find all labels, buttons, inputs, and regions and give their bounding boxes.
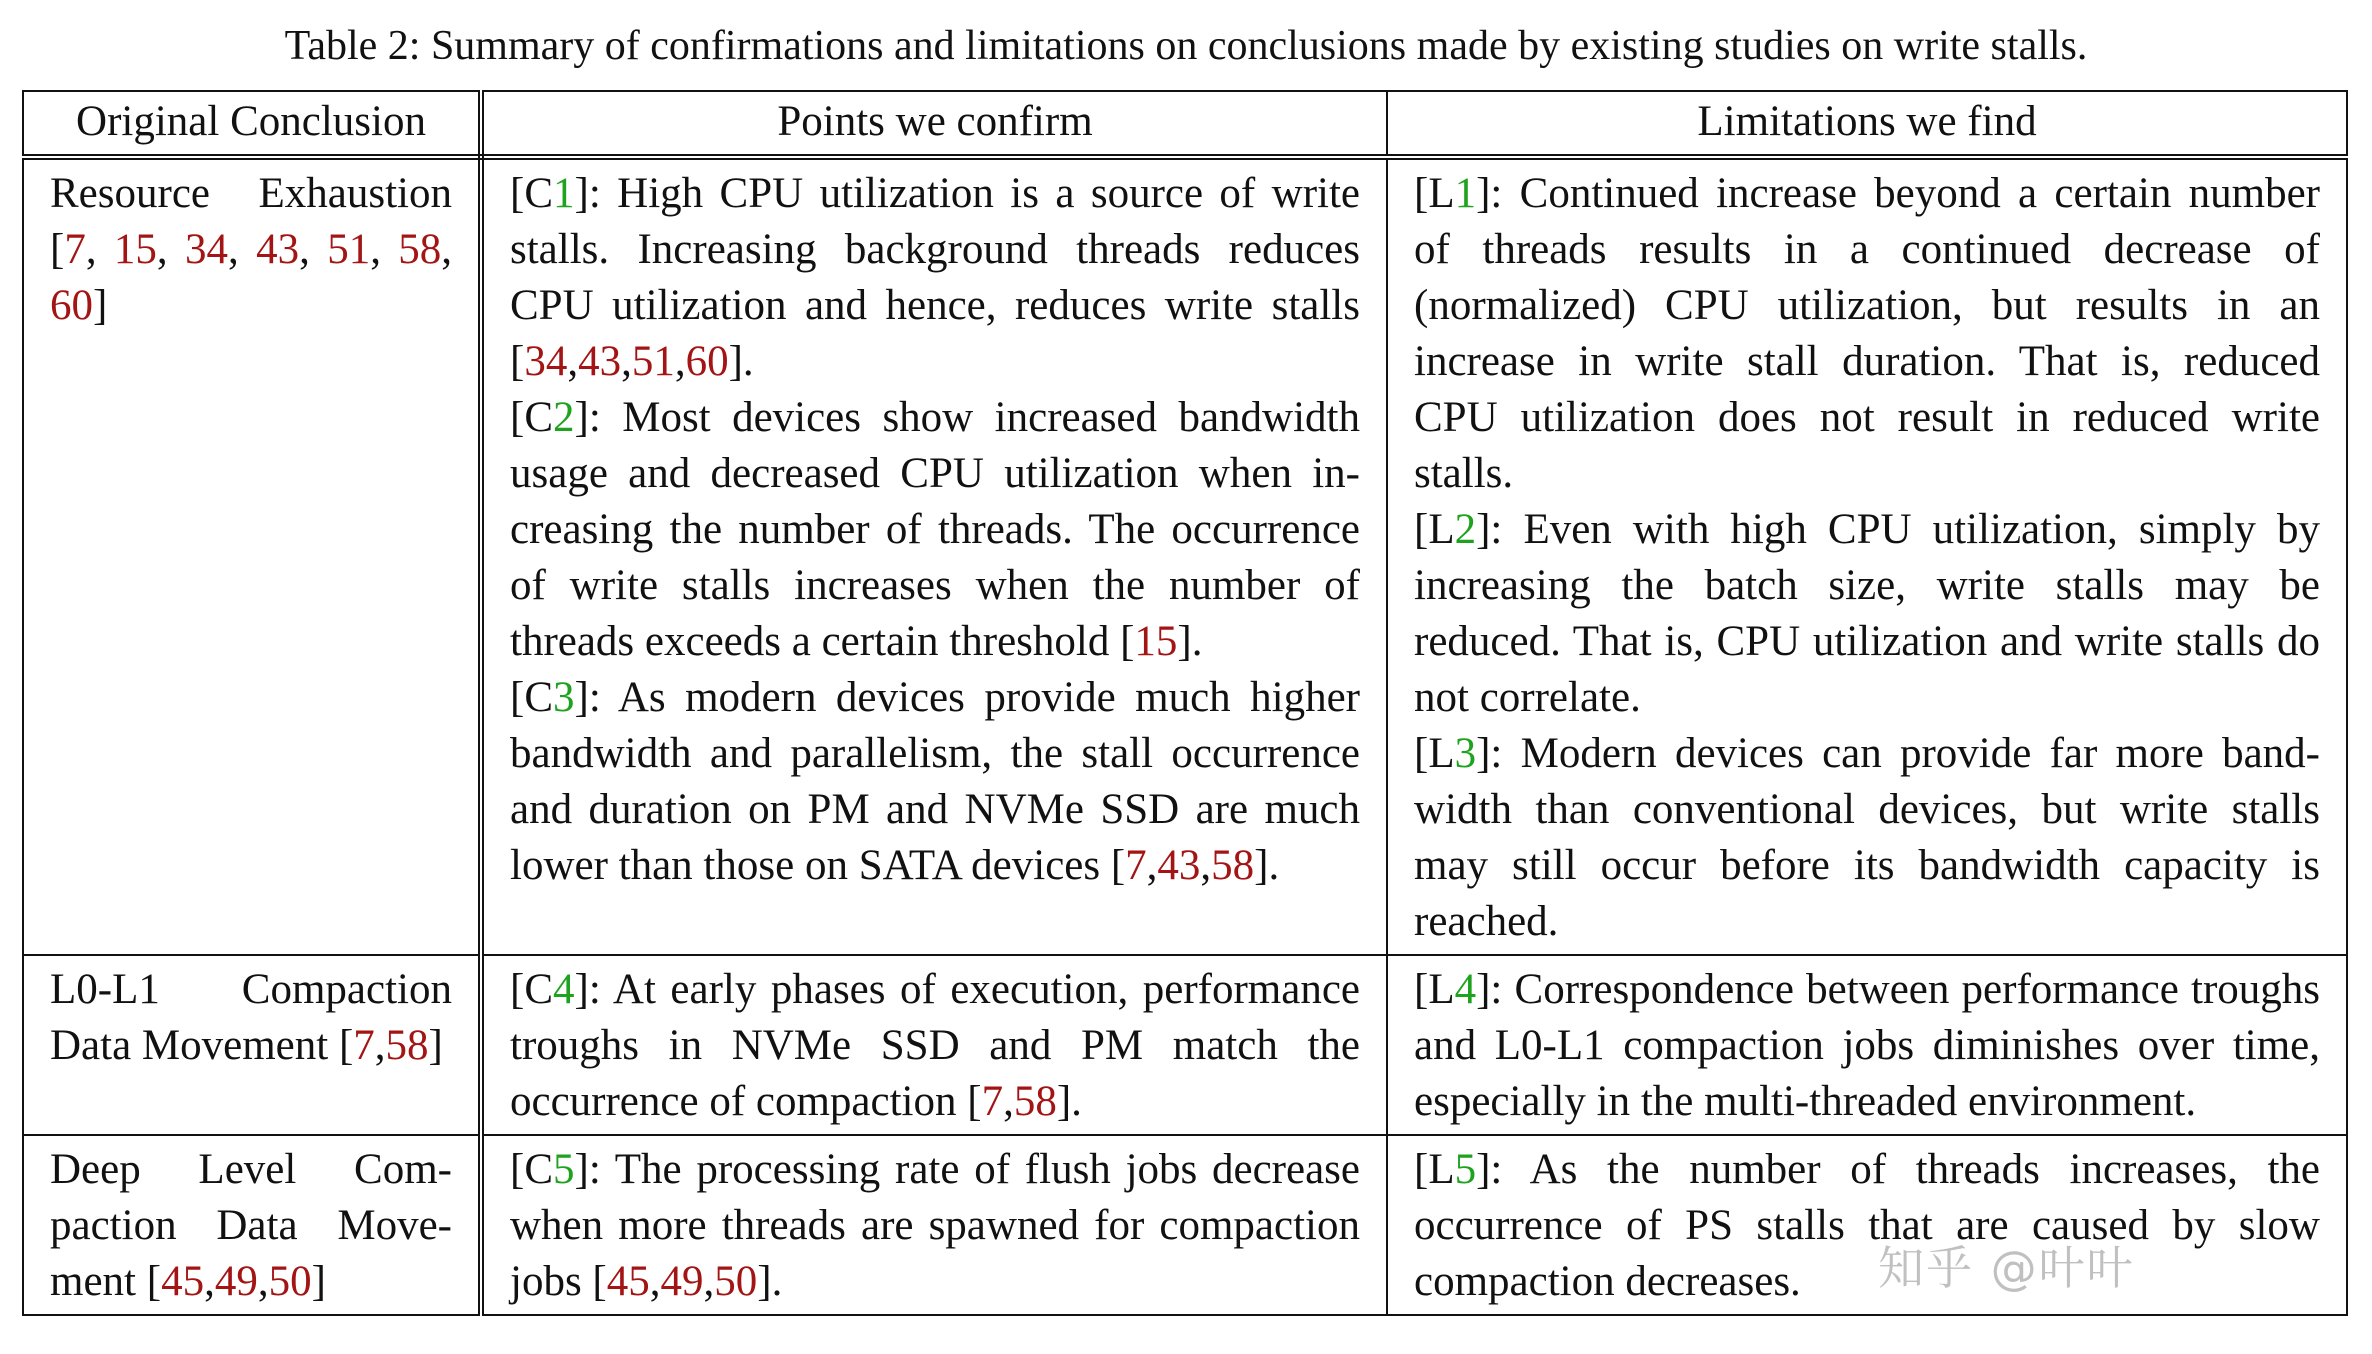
cell-text: ]: Most devices show increased bandwidth usage and decreased CPU utilization when increasing the number of threads. The occurrence of write stalls increases when the number of threads exceeds a certain threshold [ [510,394,1360,665]
limitation-cell [1387,157,2347,955]
item-number: 5 [553,1146,575,1193]
cell-text: , [1146,842,1158,889]
item-number: 4 [553,966,575,1013]
cell-text: Deep Level Compaction Data Movement [ [50,1146,452,1305]
cell-text: [C [510,674,553,721]
table-row [23,955,2347,1135]
cell-text: , [156,226,186,273]
watermark: 知乎 @叶叶 [1878,1241,2135,1295]
cell-text: [L [1414,1146,1455,1193]
cell-text: ]: As modern devices provide much higher bandwidth and parallelism, the stall occurrence and duration on PM and NVMe SSD are much lower than those on SATA devices [ [510,674,1360,889]
cell-paragraph [1414,1142,2320,1310]
citation-ref: 7 [1125,842,1147,889]
citation-ref: 7 [981,1078,1004,1125]
citation-ref: 15 [1134,618,1178,665]
citation-ref: 58 [398,226,442,273]
cell-text: ]: Modern devices can provide far more bandwidth than conventional devices, but write stalls may still occur before its bandwidth capacity is reached. [1414,730,2320,945]
item-number: 2 [1454,506,1477,553]
citation-ref: 34 [185,226,229,273]
item-number: 4 [1454,966,1477,1013]
cell-text: , [374,1022,386,1069]
citation-ref: 7 [353,1022,375,1069]
cell-paragraph [510,166,1360,390]
limitation-cell [1387,955,2347,1135]
cell-text: ]: Even with high CPU utilization, simply by increasing the batch size, write stalls may be reduced. That is, CPU utilization and write stalls do not correlate. [1414,506,2320,721]
citation-ref: 43 [578,338,622,385]
cell-text: [C [510,170,553,217]
citation-ref: 50 [268,1258,312,1305]
confirm-cell [481,1135,1387,1315]
cell-text: ]: At early phases of execution, performance troughs in NVMe SSD and PM match the occurrence of compaction [ [510,966,1360,1125]
cell-text: ] [311,1258,326,1305]
cell-paragraph [1414,502,2320,726]
cell-paragraph [510,670,1360,894]
conclusion-cell [23,1135,481,1315]
cell-text: , [299,226,328,273]
cell-paragraph [510,1142,1360,1310]
table-row [23,157,2347,955]
citation-ref: 49 [214,1258,258,1305]
cell-text: [L [1414,966,1455,1013]
limitation-cell [1387,1135,2347,1315]
cell-paragraph [1414,726,2320,950]
citation-ref: 60 [685,338,729,385]
cell-text: , [204,1258,215,1305]
citation-ref: 58 [1013,1078,1057,1125]
cell-text: [L [1414,730,1455,777]
citation-ref: 58 [1211,842,1255,889]
citation-ref: 51 [631,338,675,385]
citation-ref: 51 [327,226,371,273]
cell-text: , [649,1258,661,1305]
citation-ref: 45 [161,1258,205,1305]
cell-text: , [1003,1078,1014,1125]
summary-table [22,90,2346,1338]
header-limitations-we-find: Limitations we find [1387,91,2347,157]
item-number: 3 [1454,730,1477,777]
conclusion-cell [23,157,481,955]
cell-text: ]. [1177,618,1203,665]
cell-text: [C [510,966,553,1013]
citation-ref: 15 [113,226,157,273]
header-original-conclusion: Original Conclusion [23,91,481,157]
citation-ref: 43 [1157,842,1201,889]
cell-text: ]: Correspondence between performance troughs and L0-L1 compaction jobs diminishes over time, especially in the multi-threaded environment. [1414,966,2320,1125]
cell-text: ]: High CPU utilization is a source of write stalls. Increasing background threads reduces CPU utilization and hence, reduces write stalls [ [510,170,1360,385]
table-caption: Table 2: Summary of confirmations and limitations on conclusions made by existing studies on write stalls. [284,23,2088,69]
cell-text: ]: The processing rate of flush jobs decrease when more threads are spawned for compaction jobs [ [510,1146,1360,1305]
cell-text: , [441,226,453,273]
citation-ref: 45 [606,1258,650,1305]
citation-ref: 34 [524,338,568,385]
cell-text: ]. [728,338,754,385]
cell-text: L0-L1 Compaction Data Movement [ [50,966,452,1069]
citation-ref: 43 [256,226,300,273]
cell-text: ] [428,1022,443,1069]
cell-text: , [567,338,579,385]
cell-text: ]. [1254,842,1280,889]
cell-text: ] [93,282,108,329]
confirm-cell [481,955,1387,1135]
cell-text: ]: As the number of threads increases, the occurrence of PS stalls that are caused by slow compaction decreases. [1414,1146,2320,1305]
cell-text: , [703,1258,715,1305]
cell-text: ]. [1056,1078,1082,1125]
citation-ref: 58 [385,1022,429,1069]
citation-ref: 49 [660,1258,704,1305]
header-row [23,91,2347,157]
cell-text: [C [510,394,553,441]
item-number: 3 [553,674,575,721]
item-number: 5 [1454,1146,1477,1193]
item-number: 1 [1454,170,1477,217]
cell-text: ]. [757,1258,783,1305]
cell-paragraph [510,390,1360,670]
cell-text: , [1200,842,1212,889]
conclusion-cell [23,955,481,1135]
cell-text: [L [1414,506,1455,553]
cell-text: , [228,226,257,273]
citation-ref: 60 [50,282,93,329]
cell-text: Resource Exhaustion [ [50,170,452,273]
cell-text: , [674,338,686,385]
cell-text: [C [510,1146,553,1193]
confirm-cell [481,157,1387,955]
cell-text: , [621,338,632,385]
item-number: 2 [553,394,575,441]
cell-text: ]: Continued increase beyond a certain number of threads results in a continued decrease of (normalized) CPU utilization, but results in an increase in write stall duration. That is, reduced CPU utilization does not result in reduced write stalls. [1414,170,2320,497]
header-points-we-confirm: Points we confirm [481,91,1387,157]
cell-paragraph [1414,166,2320,502]
item-number: 1 [553,170,575,217]
cell-text: , [257,1258,269,1305]
cell-text: , [370,226,399,273]
citation-ref: 7 [64,226,86,273]
cell-paragraph [1414,962,2320,1130]
cell-paragraph [510,962,1360,1130]
cell-text: [L [1414,170,1455,217]
cell-text: , [85,226,114,273]
citation-ref: 50 [714,1258,758,1305]
